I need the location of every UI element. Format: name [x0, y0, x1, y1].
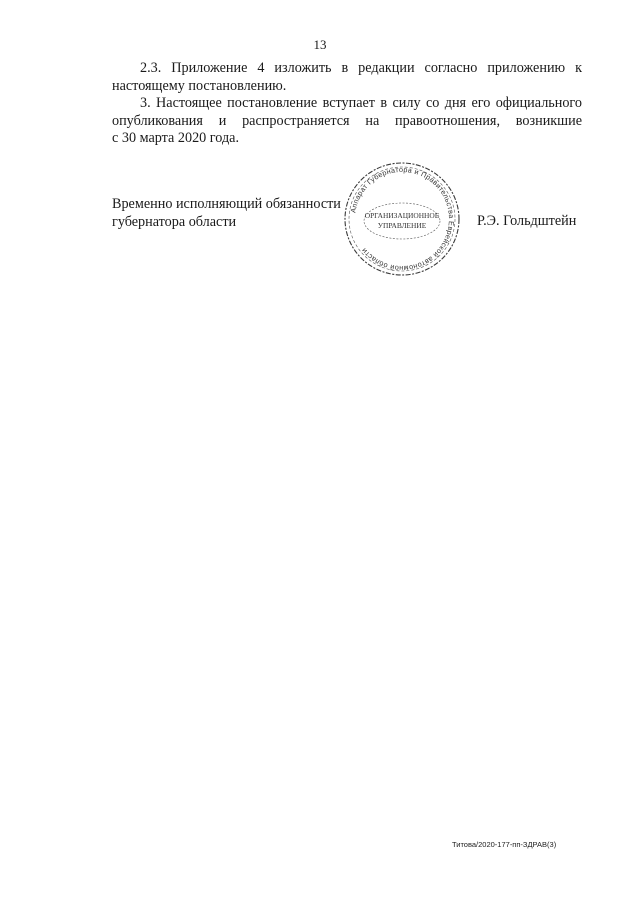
- paragraph-2-3: 2.3. Приложение 4 изложить в редакции согласно приложению к настоящему постановлению.: [112, 60, 582, 94]
- paragraph-3: [112, 95, 582, 148]
- signatory-title-line-2: губернатора области: [112, 213, 237, 230]
- stamp-inner-line-2: УПРАВЛЕНИЕ: [377, 221, 427, 230]
- paragraph-3-line-1: 3. Настоящее постановление вступает в силу со дня его официального: [140, 95, 582, 111]
- official-stamp: [342, 160, 462, 278]
- stamp-outer-text: Аппарат Губернатора и Правительства Еврейской автономной области: [348, 164, 457, 274]
- signatory-name: Р.Э. Гольдштейн: [477, 213, 577, 229]
- stamp-inner-line-1: ОРГАНИЗАЦИОННОЕ: [364, 211, 440, 220]
- paragraph-3-line-3: с 30 марта 2020 года.: [112, 130, 240, 146]
- document-body: [112, 60, 582, 148]
- document-reference: Титова/2020-177-пп-ЗДРАВ(3): [452, 840, 557, 849]
- paragraph-3-line-2: опубликования и распространяется на правоотношения, возникшие: [112, 112, 582, 129]
- signatory-title-line-1: Временно исполняющий обязанности: [112, 196, 341, 212]
- page-number: 13: [313, 37, 327, 52]
- signatory-title: [112, 196, 341, 231]
